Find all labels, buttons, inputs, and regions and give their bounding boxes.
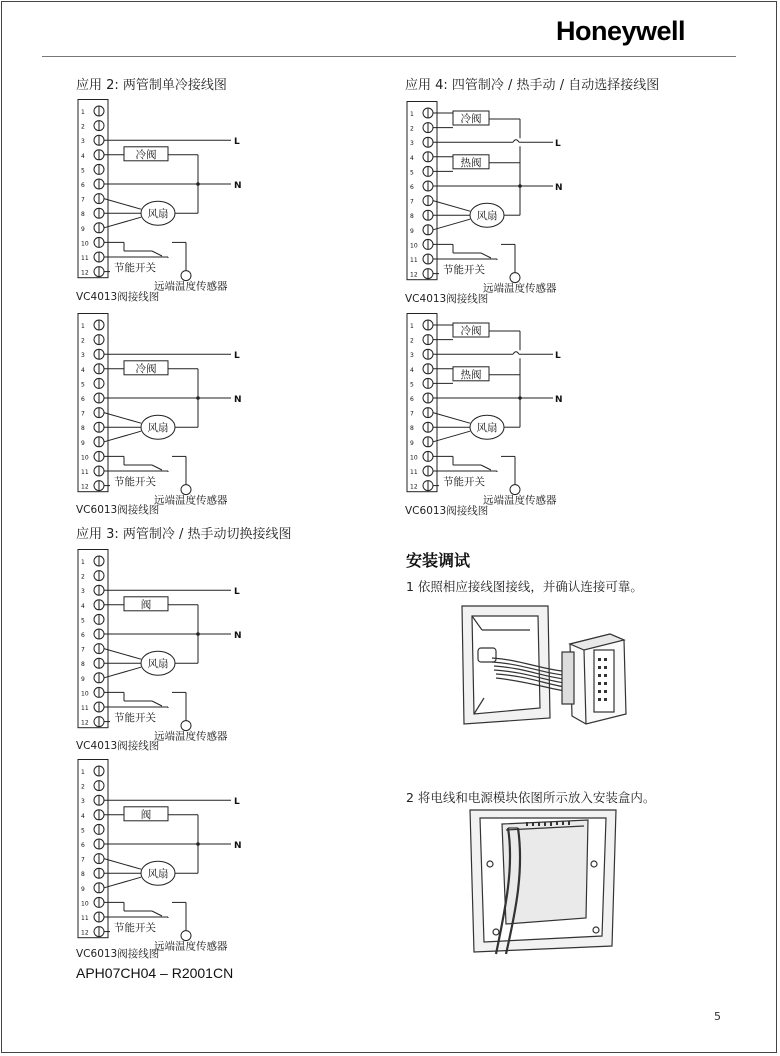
remote-sensor-label: 远端温度传感器 [154,280,228,293]
terminal-number: 12 [81,269,89,277]
eco-switch-label: 节能开关 [114,712,156,724]
terminal-L-label: L [234,351,240,362]
terminal-number: 7 [410,198,414,206]
app4-vc4013-caption: VC4013阀接线图 [405,293,489,305]
terminal-number: 5 [81,617,85,625]
installation-title: 安装调试 [406,551,471,570]
terminal-number: 2 [410,337,414,345]
terminal-number: 3 [81,798,85,806]
terminal-L-label: L [234,137,240,148]
wire [104,199,141,210]
wire [433,201,470,212]
remote-sensor-label: 远端温度传感器 [483,494,557,507]
remote-sensor-label: 远端温度传感器 [154,940,228,953]
terminal-number: 9 [81,225,85,233]
remote-sensor-label: 远端温度传感器 [483,282,557,295]
terminal-number: 10 [81,454,89,462]
wire [104,649,141,660]
terminal-number: 11 [81,705,89,712]
terminal-number: 4 [81,812,85,820]
wire [433,431,470,442]
terminal-number: 1 [410,323,414,330]
terminal-N-label: N [234,395,242,405]
terminal-number: 1 [81,559,85,566]
wire [104,667,141,678]
wire [433,413,470,424]
valve-label: 阀 [140,808,152,821]
terminal-number: 7 [410,410,414,418]
fan-label: 风扇 [147,208,169,221]
installation-illustration-1 [452,600,652,740]
installation-step-1: 1 依照相应接线图接线，并确认连接可靠。 [406,579,643,594]
switch-blade [152,911,162,916]
terminal-number: 10 [410,454,418,462]
wire [104,431,141,442]
terminal-number: 2 [81,123,85,131]
terminal-N-label: N [234,841,242,851]
terminal-N-label: N [555,395,563,405]
terminal-number: 12 [81,929,89,937]
wire [104,413,141,424]
remote-sensor-symbol [181,931,191,941]
app3-title: 应用 3: 两管制冷 / 热手动切换接线图 [76,527,292,542]
app3-vc6013-caption: VC6013阀接线图 [76,948,160,960]
terminal-L-label: L [555,351,561,362]
eco-switch-label: 节能开关 [114,476,156,488]
installation-step-2: 2 将电线和电源模块依图所示放入安装盒内。 [406,790,656,805]
switch-blade [481,253,491,258]
remote-sensor-symbol [510,485,520,495]
wiring-diagram-app4-vc4013 [405,101,595,295]
terminal-number: 4 [81,152,85,160]
app2-title: 应用 2: 两管制单冷接线图 [76,78,227,93]
fan-label: 风扇 [147,658,169,671]
terminal-L-label: L [234,587,240,598]
terminal-L-label: L [234,797,240,808]
terminal-number: 6 [81,396,85,403]
wire-crossover [513,140,519,143]
terminal-number: 3 [81,352,85,360]
terminal-number: 11 [81,469,89,476]
terminal-number: 5 [81,381,85,389]
terminal-number: 1 [81,323,85,330]
terminal-number: 10 [81,240,89,248]
terminal-number: 2 [81,573,85,581]
terminal-N-label: N [234,181,242,191]
terminal-number: 12 [81,719,89,727]
terminal-number: 3 [81,588,85,596]
terminal-number: 10 [81,690,89,698]
heat-valve-label: 热阀 [460,156,482,169]
terminal-number: 9 [81,439,85,447]
wire [104,859,141,870]
fan-label: 风扇 [476,422,498,435]
wiring-diagram-app2-vc4013 [76,99,266,293]
terminal-number: 4 [81,366,85,374]
terminal-number: 10 [410,242,418,250]
terminal-number: 3 [410,352,414,360]
terminal-number: 4 [81,602,85,610]
terminal-number: 3 [81,138,85,146]
terminal-number: 6 [81,632,85,639]
fan-label: 风扇 [147,422,169,435]
terminal-number: 7 [81,646,85,654]
honeywell-logo: Honeywell [556,16,686,46]
terminal-number: 11 [81,915,89,922]
terminal-number: 10 [81,900,89,908]
wiring-diagram-app4-vc6013 [405,313,595,507]
installation-illustration-2 [466,806,626,958]
cool-valve-label: 冷阀 [460,113,482,125]
document-number: APH07CH04 – R2001CN [76,965,234,981]
terminal-L-label: L [555,139,561,150]
terminal-number: 8 [410,425,414,433]
terminal-N-label: N [555,183,563,193]
terminal-number: 6 [81,842,85,849]
terminal-number: 12 [410,271,418,279]
terminal-number: 8 [81,211,85,219]
header-rule [42,56,736,57]
page-number: 5 [714,1010,721,1023]
terminal-number: 5 [81,167,85,175]
switch-blade [152,701,162,706]
terminal-number: 9 [81,675,85,683]
remote-sensor-symbol [181,485,191,495]
eco-switch-label: 节能开关 [114,262,156,274]
remote-sensor-symbol [510,273,520,283]
terminal-number: 11 [410,257,418,264]
terminal-number: 11 [410,469,418,476]
terminal-number: 7 [81,410,85,418]
terminal-number: 9 [410,227,414,235]
remote-sensor-label: 远端温度传感器 [154,494,228,507]
terminal-number: 1 [81,109,85,116]
app2-vc6013-caption: VC6013阀接线图 [76,504,160,516]
fan-label: 风扇 [147,868,169,881]
terminal-number: 7 [81,856,85,864]
app4-title: 应用 4: 四管制冷 / 热手动 / 自动选择接线图 [405,78,660,93]
switch-blade [152,465,162,470]
terminal-number: 6 [81,182,85,189]
switch-blade [481,465,491,470]
wire [104,877,141,888]
terminal-number: 12 [81,483,89,491]
remote-sensor-symbol [181,721,191,731]
eco-switch-label: 节能开关 [443,476,485,488]
app3-vc4013-caption: VC4013阀接线图 [76,740,160,752]
terminal-number: 12 [410,483,418,491]
terminal-number: 4 [410,154,414,162]
terminal-number: 11 [81,255,89,262]
wire [433,219,470,230]
terminal-number: 5 [410,381,414,389]
valve-label: 冷阀 [135,362,157,375]
valve-label: 冷阀 [135,148,157,161]
valve-label: 阀 [140,598,152,611]
terminal-number: 8 [81,425,85,433]
terminal-number: 9 [410,439,414,447]
terminal-number: 1 [410,111,414,118]
cool-valve-label: 冷阀 [460,325,482,337]
terminal-N-label: N [234,631,242,641]
heat-valve-label: 热阀 [460,368,482,381]
terminal-number: 7 [81,196,85,204]
terminal-number: 6 [410,184,414,191]
terminal-number: 5 [410,169,414,177]
terminal-number: 2 [81,337,85,345]
wire-crossover [513,352,519,355]
switch-blade [152,251,162,256]
app4-vc6013-caption: VC6013阀接线图 [405,505,489,517]
fan-label: 风扇 [476,210,498,223]
terminal-number: 1 [81,769,85,776]
terminal-number: 2 [410,125,414,133]
terminal-number: 8 [81,661,85,669]
terminal-number: 3 [410,140,414,148]
wiring-diagram-app3-vc6013 [76,759,266,953]
terminal-number: 9 [81,885,85,893]
terminal-number: 4 [410,366,414,374]
remote-sensor-label: 远端温度传感器 [154,730,228,743]
terminal-number: 6 [410,396,414,403]
terminal-number: 8 [410,213,414,221]
wire [104,217,141,228]
terminal-number: 2 [81,783,85,791]
terminal-number: 8 [81,871,85,879]
remote-sensor-symbol [181,271,191,281]
terminal-number: 5 [81,827,85,835]
wiring-diagram-app3-vc4013 [76,549,266,743]
app2-vc4013-caption: VC4013阀接线图 [76,291,160,303]
wiring-diagram-app2-vc6013 [76,313,266,507]
eco-switch-label: 节能开关 [114,922,156,934]
eco-switch-label: 节能开关 [443,264,485,276]
